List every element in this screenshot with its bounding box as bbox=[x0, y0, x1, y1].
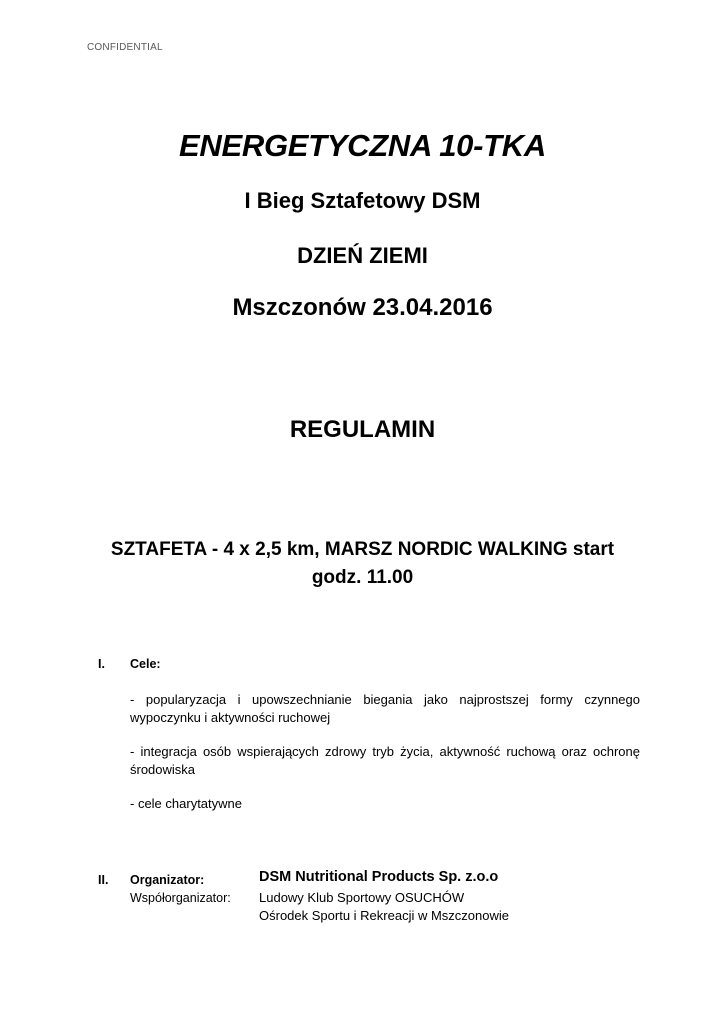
event-subtitle: I Bieg Sztafetowy DSM bbox=[244, 188, 481, 213]
regulation-title: REGULAMIN bbox=[289, 416, 436, 443]
coorganizer-label: Współorganizator: bbox=[130, 891, 231, 905]
goal-item-line-2: środowiska bbox=[130, 762, 196, 777]
main-title: ENERGETYCZNA 10-TKA bbox=[179, 128, 546, 163]
goal-item-line-1: - cele charytatywne bbox=[130, 796, 242, 811]
goal-item-line-1: - integracja osób wspierających zdrowy tryb życia, aktywność ruchową oraz ochronę bbox=[130, 744, 640, 759]
place-date-title: Mszczonów 23.04.2016 bbox=[232, 294, 493, 321]
section-goals bbox=[88, 655, 640, 825]
goal-item bbox=[130, 743, 640, 779]
goal-item bbox=[130, 795, 640, 813]
confidential-label: CONFIDENTIAL bbox=[87, 42, 163, 53]
event-description-line-2: godz. 11.00 bbox=[311, 567, 414, 588]
goal-item bbox=[130, 691, 640, 727]
coorganizer-value: Ludowy Klub Sportowy OSUCHÓW bbox=[259, 890, 465, 905]
event-description-line-1: SZTAFETA - 4 x 2,5 km, MARSZ NORDIC WALKING start bbox=[110, 539, 615, 560]
organizer-value: DSM Nutritional Products Sp. z.o.o bbox=[259, 869, 499, 885]
section-number: II. bbox=[98, 873, 109, 887]
event-description bbox=[70, 536, 655, 592]
section-organizers bbox=[88, 868, 640, 928]
goal-item-line-2: wypoczynku i aktywności ruchowej bbox=[130, 710, 331, 725]
goal-item-line-1: - popularyzacja i upowszechnianie biegania jako najprostszej formy czynnego bbox=[130, 692, 640, 707]
section-number: I. bbox=[98, 657, 105, 671]
organizer-label: Organizator: bbox=[130, 873, 205, 887]
section-heading: Cele: bbox=[130, 657, 161, 671]
coorganizer-value: Ośrodek Sportu i Rekreacji w Mszczonowie bbox=[259, 908, 509, 923]
event-day-title: DZIEŃ ZIEMI bbox=[297, 243, 428, 268]
